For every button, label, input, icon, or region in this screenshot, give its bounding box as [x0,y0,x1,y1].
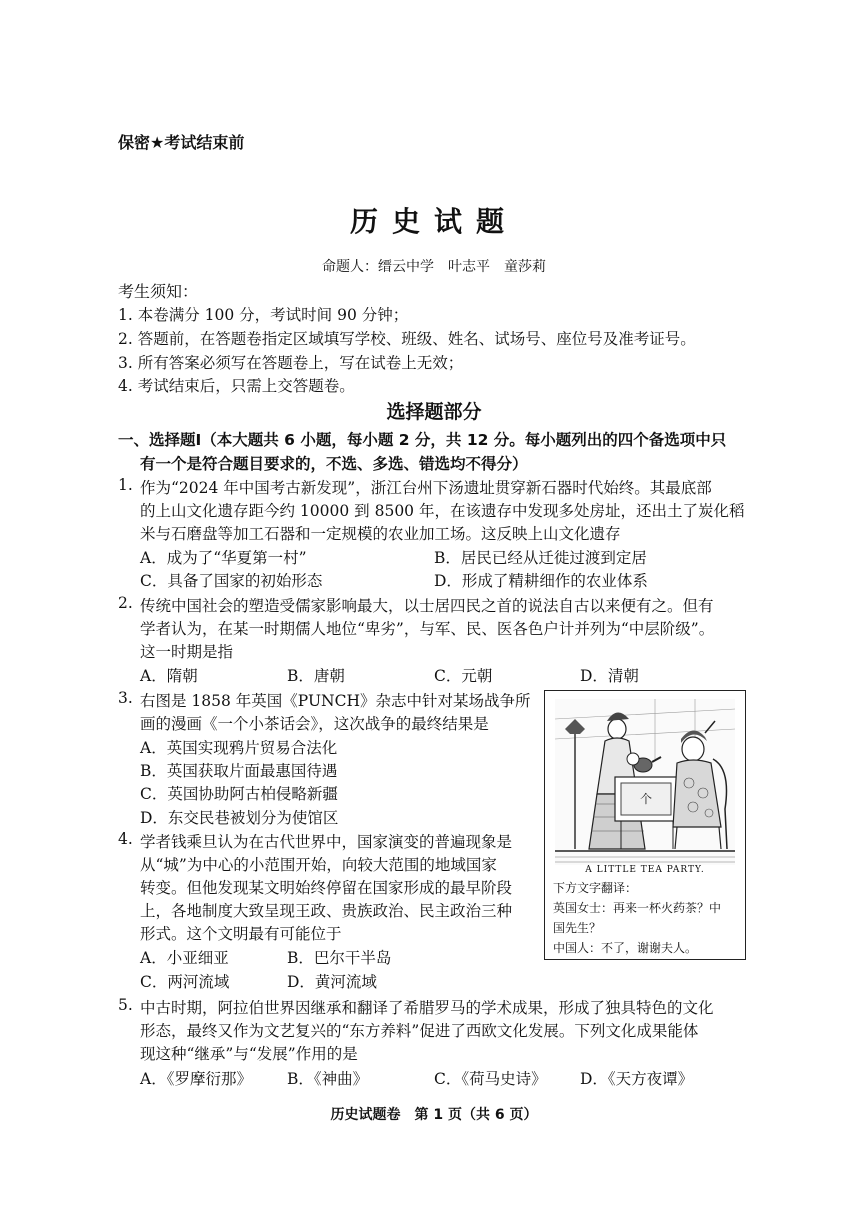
exam-title: 历史试题 [349,205,518,238]
question-text: 传统中国社会的塑造受儒家影响最大，以士居四民之首的说法自古以来便有之。但有 [140,597,714,615]
notice-item: 3. 所有答案必须写在答题卷上，写在试卷上无效； [118,354,464,372]
question-text: 这一时期是指 [140,643,234,661]
option-d: D．黄河流域 [287,973,377,991]
option-c: C．具备了国家的初始形态 [140,572,323,590]
question-text: 学者钱乘旦认为在古代世界中，国家演变的普遍现象是 [140,833,513,851]
translation-text: 中国人：不了，谢谢夫人。 [553,941,698,955]
option-c: C．英国协助阿古柏侵略新疆 [140,785,338,803]
translation-text: 国先生？ [553,921,602,935]
question-text: 作为“2024 年中国考古新发现”，浙江台州下汤遗址贯穿新石器时代始终。其最底部 [140,479,712,497]
option-a: A．英国实现鸦片贸易合法化 [140,739,338,757]
question-number: 1. [118,476,133,494]
option-b: B．唐朝 [287,667,345,685]
tea-party-cartoon-illustration [555,699,735,865]
option-a: A．《罗摩衍那》 [140,1070,252,1088]
question-text: 形式。这个文明最有可能位于 [140,925,342,943]
translation-title: 下方文字翻译： [553,881,638,895]
confidential-label: 保密★考试结束前 [118,133,245,152]
question-number: 4. [118,830,133,848]
cartoon-caption: A LITTLE TEA PARTY. [585,865,705,875]
question-number: 3. [118,689,133,707]
option-d: D．《天方夜谭》 [580,1070,694,1088]
page-footer: 历史试题卷 第 1 页（共 6 页） [330,1107,538,1123]
question-text: 学者认为，在某一时期儒人地位“卑劣”，与军、民、医各色户计并列为“中层阶级”。 [140,620,715,638]
question-text: 形态，最终又作为文艺复兴的“东方养料”促进了西欧文化发展。下列文化成果能体 [140,1022,699,1040]
question-text: 右图是 1858 年英国《PUNCH》杂志中针对某场战争所 [140,692,531,710]
notice-title: 考生须知： [118,282,199,301]
option-a: A．小亚细亚 [140,949,229,967]
section-instruction: 有一个是符合题目要求的，不选、多选、错选均不得分） [140,455,528,473]
option-c: C．元朝 [434,667,493,685]
option-d: D．形成了精耕细作的农业体系 [434,572,648,590]
question-text: 米与石磨盘等加工石器和一定规模的农业加工场。这反映上山文化遗存 [140,525,621,543]
question-text: 上，各地制度大致呈现王政、贵族政治、民主政治三种 [140,902,513,920]
question-text: 的上山文化遗存距今约 10000 到 8500 年，在该遗存中发现多处房址，还出土了炭化稻 [140,502,745,520]
option-b: B．《神曲》 [287,1070,369,1088]
notice-item: 2. 答题前，在答题卷指定区域填写学校、班级、姓名、试场号、座位号及准考证号。 [118,330,696,348]
question-text: 从“城”为中心的小范围开始，向较大范围的地域国家 [140,856,497,874]
cartoon-figure [544,690,746,960]
option-b: B．巴尔干半岛 [287,949,392,967]
option-c: C．两河流域 [140,973,230,991]
tea-box-label: 个 [639,792,653,806]
notice-item: 4. 考试结束后，只需上交答题卷。 [118,377,355,395]
option-d: D．清朝 [580,667,639,685]
option-a: A．成为了“华夏第一村” [140,549,307,567]
option-a: A．隋朝 [140,667,198,685]
exam-authors: 命题人：缙云中学 叶志平 童莎莉 [322,259,546,275]
question-number: 5. [118,996,133,1014]
question-text: 现这种“继承”与“发展”作用的是 [140,1045,358,1063]
option-b: B．居民已经从迁徙过渡到定居 [434,549,647,567]
option-b: B．英国获取片面最惠国待遇 [140,762,338,780]
section-title: 选择题部分 [386,401,482,423]
question-text: 画的漫画《一个小茶话会》，这次战争的最终结果是 [140,715,489,733]
notice-item: 1. 本卷满分 100 分，考试时间 90 分钟； [118,306,409,324]
translation-text: 英国女士：再来一杯火药茶？中 [553,901,722,915]
question-text: 转变。但他发现某文明始终停留在国家形成的最早阶段 [140,879,513,897]
section-instruction: 一、选择题Ⅰ（本大题共 6 小题，每小题 2 分，共 12 分。每小题列出的四个备选项中只 [118,431,727,449]
question-text: 中古时期，阿拉伯世界因继承和翻译了希腊罗马的学术成果，形成了独具特色的文化 [140,999,714,1017]
option-c: C．《荷马史诗》 [434,1070,547,1088]
question-number: 2. [118,594,133,612]
option-d: D．东交民巷被划分为使馆区 [140,809,339,827]
